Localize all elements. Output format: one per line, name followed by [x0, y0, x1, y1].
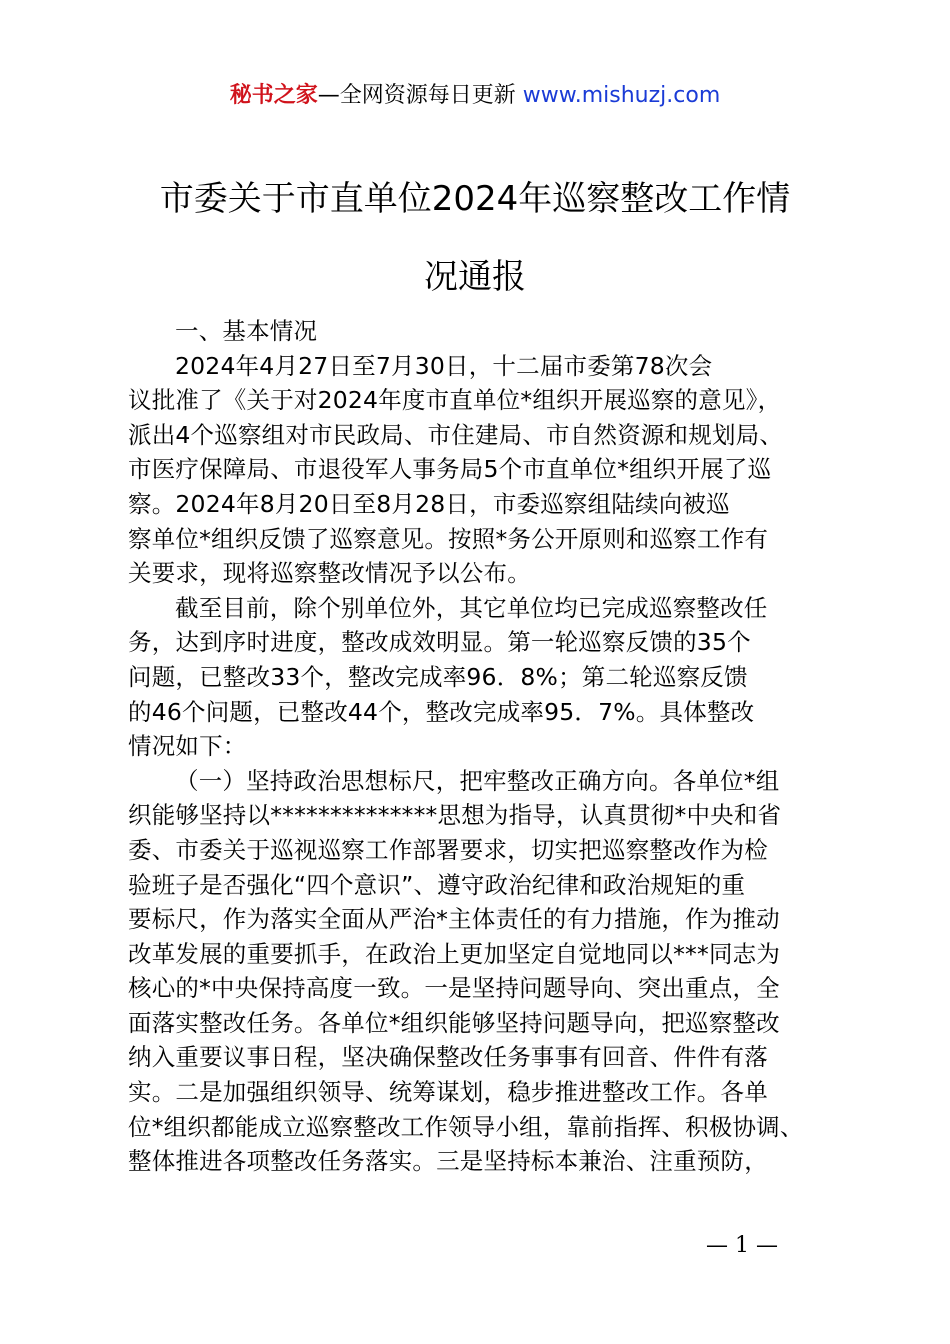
- text-line: 整体推进各项整改任务落实。三是坚持标本兼治、注重预防，: [128, 1147, 768, 1176]
- text-line: 察单位*组织反馈了巡察意见。按照*务公开原则和巡察工作有: [128, 524, 769, 553]
- header-tagline: —全网资源每日更新: [317, 83, 516, 108]
- paragraph-1: [128, 349, 828, 591]
- site-url-link[interactable]: www.mishuzj.com: [522, 83, 721, 108]
- text-line: 派出4个巡察组对市民政局、市住建局、市自然资源和规划局、: [128, 420, 784, 449]
- page-number: — 1 —: [706, 1233, 778, 1258]
- text-line: 纳入重要议事日程，坚决确保整改任务事事有回音、件件有落: [128, 1043, 768, 1072]
- text-line: 关要求，现将巡察整改情况予以公布。: [128, 559, 531, 588]
- text-line: 验班子是否强化“四个意识”、遵守政治纪律和政治规矩的重: [128, 870, 746, 899]
- paragraph-2: [128, 591, 828, 764]
- text-line: 位*组织都能成立巡察整改工作领导小组，靠前指挥、积极协调、: [128, 1112, 804, 1141]
- title-line: 市委关于市直单位2024年巡察整改工作情: [159, 179, 791, 219]
- section-heading: [128, 314, 828, 349]
- text-line: 察。2024年8月20日至8月28日，市委巡察组陆续向被巡: [128, 489, 730, 518]
- text-line: 务，达到序时进度，整改成效明显。第一轮巡察反馈的35个: [128, 628, 751, 657]
- paragraph-3: [128, 764, 828, 1179]
- section-heading-text: 一、基本情况: [175, 317, 318, 345]
- text-line: 改革发展的重要抓手，在政治上更加坚定自觉地同以***同志为: [128, 939, 781, 968]
- text-line: 要标尺，作为落实全面从严治*主体责任的有力措施，作为推动: [128, 905, 780, 934]
- text-line: 市医疗保障局、市退役军人事务局5个市直单位*组织开展了巡: [128, 455, 772, 484]
- text-line: 核心的*中央保持高度一致。一是坚持问题导向、突出重点，全: [128, 974, 780, 1003]
- text-line: （一）坚持政治思想标尺，把牢整改正确方向。各单位*组: [175, 766, 780, 795]
- site-header: [0, 80, 950, 112]
- text-line: 情况如下：: [128, 732, 247, 761]
- text-line: 的46个问题，已整改44个，整改完成率95．7%。具体整改: [128, 697, 755, 726]
- text-line: 议批准了《关于对2024年度市直单位*组织开展巡察的意见》，: [128, 386, 782, 415]
- title-line: 况通报: [424, 257, 526, 297]
- text-line: 问题，已整改33个，整改完成率96．8%；第二轮巡察反馈: [128, 662, 748, 691]
- text-line: 织能够坚持以**************思想为指导，认真贯彻*中央和省: [128, 801, 782, 830]
- text-line: 面落实整改任务。各单位*组织能够坚持问题导向，把巡察整改: [128, 1008, 780, 1037]
- text-line: 委、市委关于巡视巡察工作部署要求，切实把巡察整改作为检: [128, 835, 768, 864]
- document-body: [128, 314, 828, 1179]
- text-line: 2024年4月27日至7月30日，十二届市委第78次会: [175, 351, 713, 380]
- text-line: 实。二是加强组织领导、统筹谋划，稳步推进整改工作。各单: [128, 1078, 768, 1107]
- brand-name: 秘书之家: [229, 83, 318, 108]
- text-line: 截至目前，除个别单位外，其它单位均已完成巡察整改任: [175, 593, 768, 622]
- document-title: [128, 160, 822, 316]
